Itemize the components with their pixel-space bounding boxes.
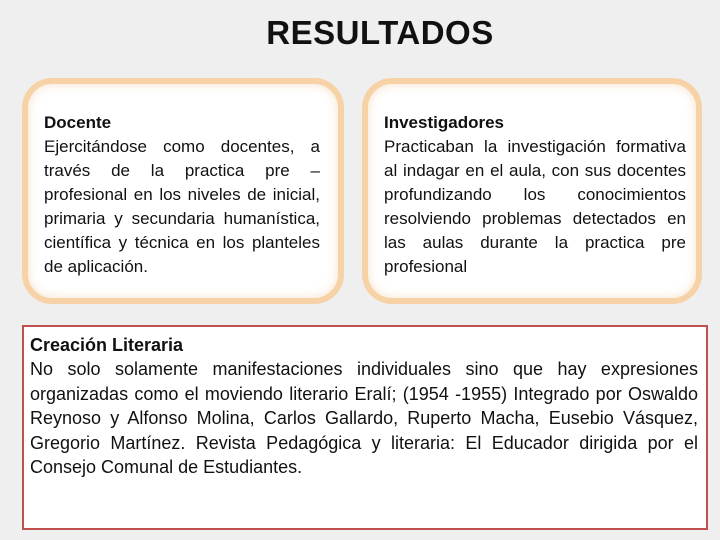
slide-title: RESULTADOS <box>266 14 494 51</box>
creacion-literaria-text: No solo solamente manifestaciones individuales sino que hay expresiones organizadas como el moviendo literario Eralí; (1954 -1955) Integrado por Oswaldo Reynoso y Alfonso Molina, Carlos Gallardo, Ruperto Macha, Eusebio Vásquez, Gregorio Martínez. Revista Pedagógica y literaria: El Educador dirigida por el Consejo Comunal de Estudiantes. <box>30 359 698 477</box>
investigadores-heading: Investigadores <box>384 113 504 132</box>
investigadores-card <box>362 78 702 304</box>
creacion-literaria-heading: Creación Literaria <box>30 335 184 355</box>
docente-heading: Docente <box>44 113 112 132</box>
investigadores-text: Practicaban la investigación formativa al indagar en el aula, con sus docentes profundizando los conocimientos resolviendo problemas detectados en las aulas durante la practica pre profesional <box>384 136 686 276</box>
creacion-literaria-box <box>22 325 708 530</box>
docente-text: Ejercitándose como docentes, a través de la practica pre – profesional en los niveles de inicial, primaria y secundaria humanística, científica y técnica en los planteles de aplicación. <box>44 136 320 276</box>
docente-card <box>22 78 344 304</box>
